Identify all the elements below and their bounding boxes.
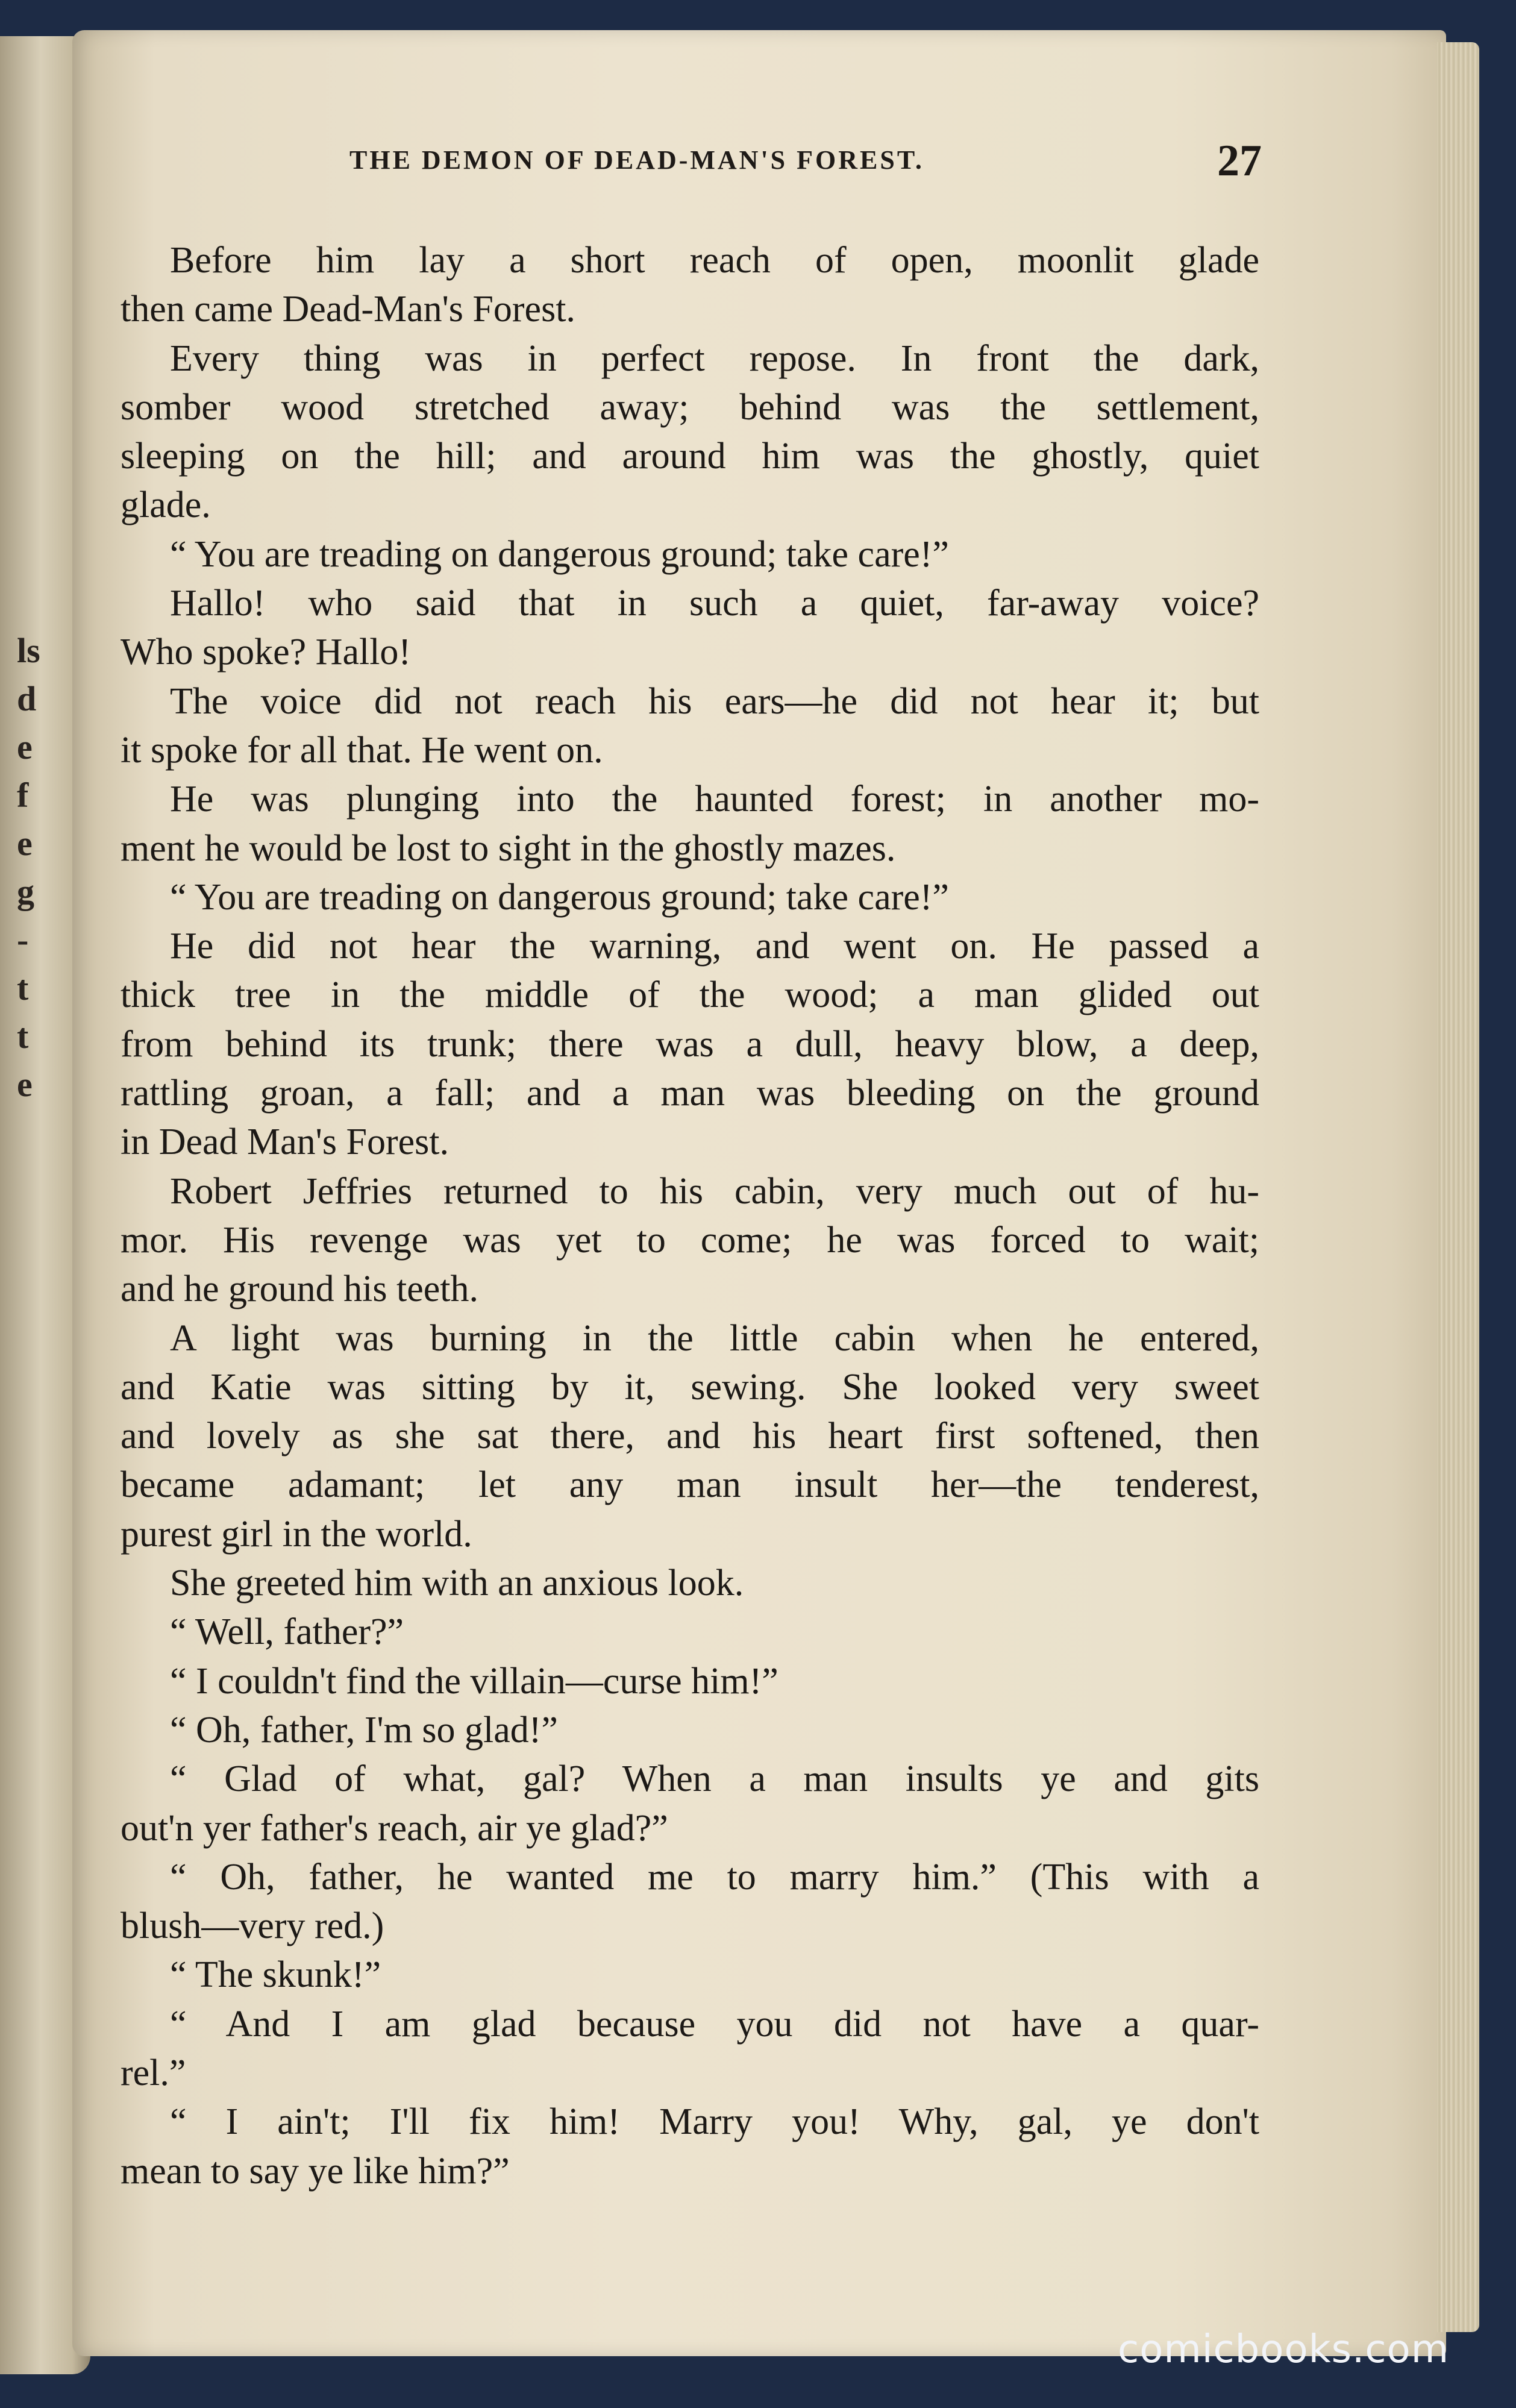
text-line: rel.”	[121, 2052, 186, 2093]
facing-page-char: -	[17, 920, 29, 959]
facing-page-char: e	[17, 1065, 33, 1104]
text-line: Who spoke? Hallo!	[121, 632, 412, 673]
text-line: “ I ain't; I'll fix him! Marry you! Why, gal, ye don't	[170, 2101, 1259, 2143]
facing-page-char: f	[17, 776, 29, 815]
text-line: sleeping on the hill; and around him was the ghostly, quiet	[121, 436, 1259, 477]
text-line: “ Well, father?”	[170, 1611, 404, 1653]
page-number: 27	[1217, 136, 1262, 186]
facing-page-char: ls	[17, 631, 40, 670]
body-text	[121, 236, 1259, 2196]
text-line: and lovely as she sat there, and his heart first softened, then	[121, 1416, 1259, 1457]
text-line: “ Oh, father, he wanted me to marry him.” (This with a	[170, 1856, 1259, 1898]
text-line: Before him lay a short reach of open, moonlit glade	[170, 240, 1259, 281]
text-line: mean to say ye like him?”	[121, 2150, 510, 2192]
facing-page-char: t	[17, 1017, 29, 1056]
text-line: He did not hear the warning, and went on. He passed a	[170, 926, 1259, 967]
text-line: in Dead Man's Forest.	[121, 1121, 449, 1163]
text-line: thick tree in the middle of the wood; a man glided out	[121, 974, 1259, 1016]
facing-page-char: g	[17, 872, 34, 911]
facing-page-char: e	[17, 727, 33, 767]
text-line: “ Glad of what, gal? When a man insults ye and gits	[170, 1758, 1259, 1800]
text-line: Hallo! who said that in such a quiet, far-away voice?	[170, 583, 1259, 624]
text-line: Robert Jeffries returned to his cabin, very much out of hu-	[170, 1170, 1259, 1212]
text-line: She greeted him with an anxious look.	[170, 1563, 744, 1604]
text-line: became adamant; let any man insult her—the tenderest,	[121, 1464, 1259, 1506]
text-line: He was plunging into the haunted forest; in another mo-	[170, 779, 1259, 820]
text-line: “ You are treading on dangerous ground; take care!”	[170, 876, 949, 918]
text-line: blush—very red.)	[121, 1905, 384, 1947]
text-line: “ You are treading on dangerous ground; take care!”	[170, 533, 949, 575]
text-line: rattling groan, a fall; and a man was bleeding on the ground	[121, 1073, 1259, 1114]
text-line: and he ground his teeth.	[121, 1268, 479, 1310]
text-line: out'n yer father's reach, air ye glad?”	[121, 1807, 668, 1849]
text-line: then came Dead-Man's Forest.	[121, 289, 575, 330]
text-line: it spoke for all that. He went on.	[121, 729, 603, 771]
text-line: “ And I am glad because you did not have a quar-	[170, 2003, 1259, 2045]
text-line: “ I couldn't find the villain—curse him!”	[170, 1660, 778, 1702]
facing-page-char: t	[17, 968, 29, 1008]
text-line: A light was burning in the little cabin when he entered,	[170, 1317, 1259, 1359]
text-line: The voice did not reach his ears—he did not hear it; but	[170, 680, 1259, 722]
text-line: ment he would be lost to sight in the ghostly mazes.	[121, 827, 896, 869]
text-line: purest girl in the world.	[121, 1513, 472, 1555]
text-line: Every thing was in perfect repose. In front the dark,	[170, 337, 1259, 379]
text-line: and Katie was sitting by it, sewing. She looked very sweet	[121, 1366, 1259, 1408]
page-stack-edge	[1437, 42, 1479, 2332]
text-line: “ The skunk!”	[170, 1954, 381, 1996]
facing-page-char: e	[17, 824, 33, 863]
text-line: somber wood stretched away; behind was the settlement,	[121, 386, 1259, 428]
text-line: mor. His revenge was yet to come; he was forced to wait;	[121, 1219, 1259, 1261]
watermark: comicbooks.com	[1118, 2327, 1450, 2372]
text-line: from behind its trunk; there was a dull, heavy blow, a deep,	[121, 1023, 1259, 1065]
text-line: “ Oh, father, I'm so glad!”	[170, 1709, 558, 1751]
facing-page-char: d	[17, 679, 37, 718]
text-line: glade.	[121, 484, 211, 526]
running-title: THE DEMON OF DEAD-MAN'S FOREST.	[349, 145, 924, 175]
facing-page-text-fragments	[17, 627, 65, 1109]
